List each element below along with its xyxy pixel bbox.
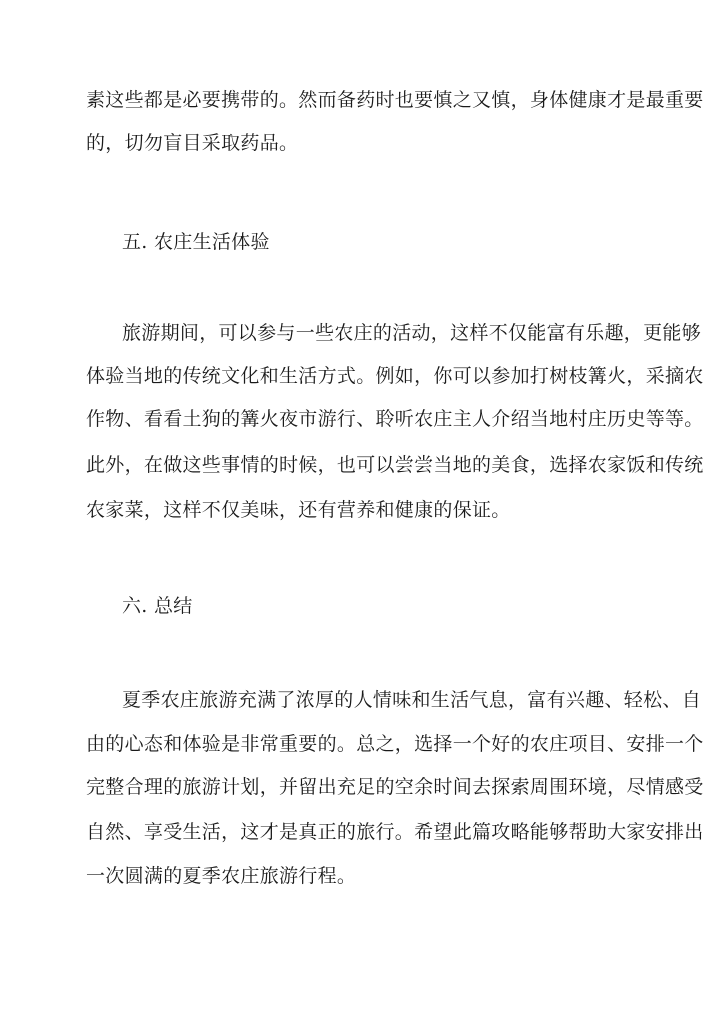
paragraph-line: 旅游期间，可以参与一些农庄的活动，这样不仅能富有乐趣，更能够 (122, 322, 702, 344)
paragraph-line: 完整合理的旅游计划，并留出充足的空余时间去探索周围环境，尽情感受 (86, 776, 704, 798)
paragraph-line: 由的心态和体验是非常重要的。总之，选择一个好的农庄项目、安排一个 (86, 733, 704, 755)
paragraph-line: 作物、看看土狗的篝火夜市游行、聆听农庄主人介绍当地村庄历史等等。 (86, 408, 704, 430)
paragraph-line: 一次圆满的夏季农庄旅游行程。 (86, 865, 357, 887)
paragraph-line: 夏季农庄旅游充满了浓厚的人情味和生活气息，富有兴趣、轻松、自 (122, 689, 702, 711)
paragraph-line: 的，切勿盲目采取药品。 (86, 132, 299, 154)
paragraph-line: 此外，在做这些事情的时候，也可以尝尝当地的美食，选择农家饭和传统 (86, 454, 704, 476)
paragraph-line: 体验当地的传统文化和生活方式。例如，你可以参加打树枝篝火，采摘农 (86, 365, 704, 387)
section-heading-5: 五. 农庄生活体验 (122, 231, 270, 253)
paragraph-line: 素这些都是必要携带的。然而备药时也要慎之又慎，身体健康才是最重要 (86, 89, 704, 111)
section-heading-6: 六. 总结 (122, 595, 193, 617)
paragraph-line: 自然、享受生活，这才是真正的旅行。希望此篇攻略能够帮助大家安排出 (86, 821, 704, 843)
paragraph-line: 农家菜，这样不仅美味，还有营养和健康的保证。 (86, 499, 511, 521)
